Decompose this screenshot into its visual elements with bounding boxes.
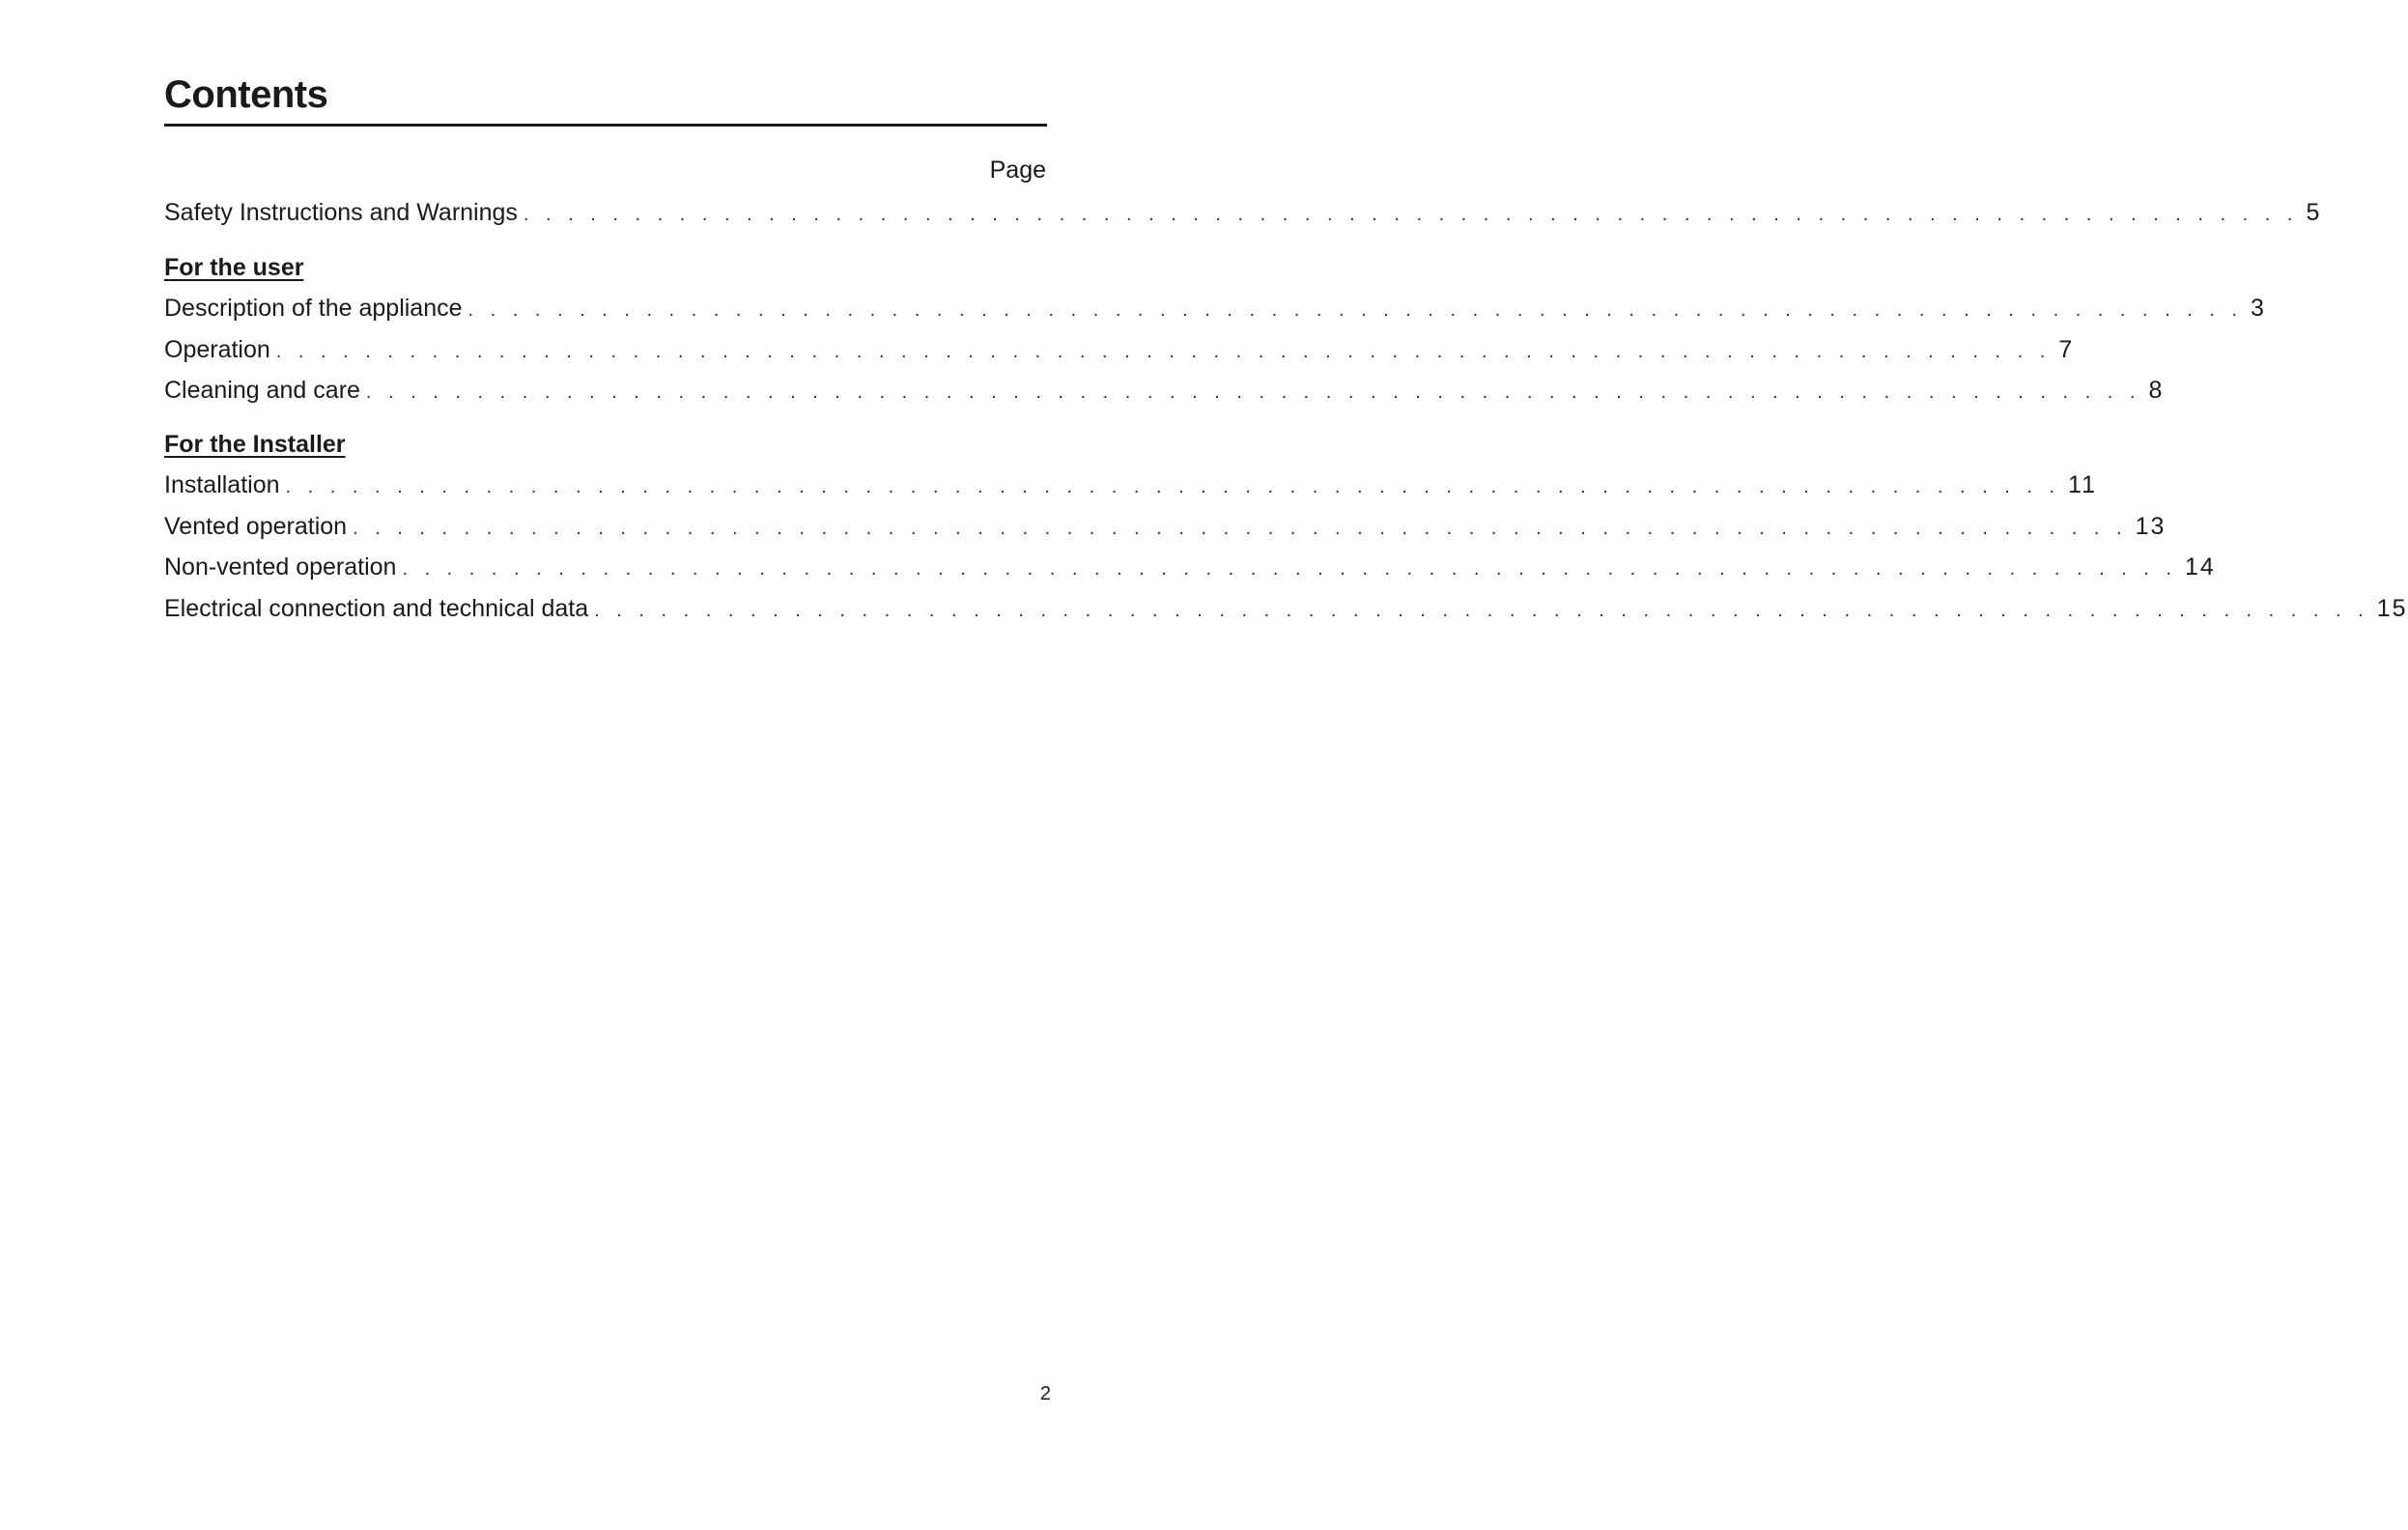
dot-leader: . . . . . . . . . . . . . . . . . . . . . . . . . . . . . . . . . . . . . . . . . . . . . . . . . . . . . . . . . . . . . . . . . . . . . . . . . . . . . . . .: [285, 476, 2061, 497]
toc-entry-non-vented[interactable]: [164, 551, 2216, 583]
toc-entry-page: 7: [2058, 336, 2075, 363]
toc-entry-page: 8: [2148, 377, 2165, 404]
toc-entry-title: Operation: [164, 336, 270, 363]
toc-entry-safety[interactable]: [164, 196, 2322, 229]
dot-leader: . . . . . . . . . . . . . . . . . . . . . . . . . . . . . . . . . . . . . . . . . . . . . . . . . . . . . . . . . . . . . . . . . . . . . . . . . . . . . . . .: [523, 204, 2299, 225]
toc-entry-title: Description of the appliance: [164, 295, 463, 322]
section-heading-installer: For the Installer: [164, 431, 346, 458]
toc-entry-title: Installation: [164, 471, 280, 498]
toc-entry-title: Safety Instructions and Warnings: [164, 199, 518, 226]
section-heading-user: For the user: [164, 254, 304, 281]
toc-entry-vented[interactable]: [164, 510, 2167, 543]
title-rule: [164, 124, 1047, 127]
toc-entry-page: 15: [2376, 595, 2408, 622]
toc-entry-page: 5: [2306, 199, 2322, 226]
toc-entry-page: 11: [2068, 471, 2097, 498]
dot-leader: . . . . . . . . . . . . . . . . . . . . . . . . . . . . . . . . . . . . . . . . . . . . . . . . . . . . . . . . . . . . . . . . . . . . . . . . . . . . . . . .: [467, 299, 2244, 321]
dot-leader: . . . . . . . . . . . . . . . . . . . . . . . . . . . . . . . . . . . . . . . . . . . . . . . . . . . . . . . . . . . . . . . . . . . . . . . . . . . . . . . .: [365, 382, 2141, 403]
toc-entry-title: Cleaning and care: [164, 377, 360, 404]
toc-entry-cleaning[interactable]: [164, 374, 2165, 407]
toc-entry-electrical[interactable]: [164, 592, 2408, 625]
dot-leader: . . . . . . . . . . . . . . . . . . . . . . . . . . . . . . . . . . . . . . . . . . . . . . . . . . . . . . . . . . . . . . . . . . . . . . . . . . . . . . . .: [594, 600, 2369, 621]
toc-entry-title: Vented operation: [164, 513, 348, 540]
toc-entry-page: 13: [2135, 513, 2167, 540]
toc-entry-page: 14: [2184, 553, 2216, 581]
toc-entry-description[interactable]: [164, 292, 2266, 325]
toc-entry-page: 3: [2251, 295, 2266, 322]
toc-entry-title: Non-vented operation: [164, 553, 397, 581]
toc-entry-title: Electrical connection and technical data: [164, 595, 589, 622]
toc-entry-installation[interactable]: [164, 468, 2097, 501]
dot-leader: . . . . . . . . . . . . . . . . . . . . . . . . . . . . . . . . . . . . . . . . . . . . . . . . . . . . . . . . . . . . . . . . . . . . . . . . . . . . . . . .: [402, 558, 2177, 580]
page-column-label: Page: [989, 156, 1046, 184]
page-number: 2: [1039, 1383, 1051, 1404]
dot-leader: . . . . . . . . . . . . . . . . . . . . . . . . . . . . . . . . . . . . . . . . . . . . . . . . . . . . . . . . . . . . . . . . . . . . . . . . . . . . . . . .: [353, 518, 2128, 539]
dot-leader: . . . . . . . . . . . . . . . . . . . . . . . . . . . . . . . . . . . . . . . . . . . . . . . . . . . . . . . . . . . . . . . . . . . . . . . . . . . . . . . .: [275, 341, 2052, 362]
toc-entry-operation[interactable]: [164, 333, 2075, 366]
page-title: Contents: [164, 73, 328, 116]
